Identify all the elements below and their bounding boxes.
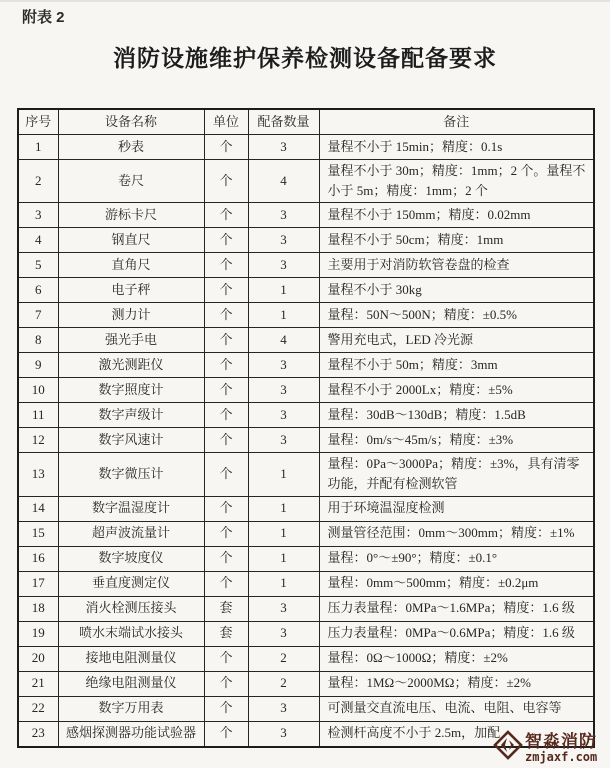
cell-remark: 量程：50N～500N；精度：±0.5% (319, 303, 594, 328)
cell-remark: 量程：0Ω～1000Ω；精度：±2% (319, 646, 594, 671)
cell-unit: 个 (204, 721, 248, 747)
cell-quantity: 3 (248, 721, 319, 747)
watermark-brand: 智淼消防 (525, 731, 597, 751)
cell-unit: 个 (204, 303, 248, 328)
cell-equipment-name: 数字声级计 (58, 403, 204, 428)
cell-unit: 个 (204, 403, 248, 428)
cell-quantity: 3 (248, 696, 319, 721)
cell-quantity: 3 (248, 253, 319, 278)
cell-quantity: 1 (248, 303, 319, 328)
cell-serial-number: 23 (18, 721, 58, 747)
cell-remark: 警用充电式，LED 冷光源 (319, 328, 594, 353)
cell-remark: 用于环境温湿度检测 (319, 496, 594, 521)
header-remarks: 备注 (319, 109, 594, 135)
cell-equipment-name: 消火栓测压接头 (58, 596, 204, 621)
cell-equipment-name: 数字照度计 (58, 378, 204, 403)
cell-unit: 个 (204, 135, 248, 160)
page-title: 消防设施维护保养检测设备配备要求 (113, 46, 497, 71)
cell-remark: 量程：0°～±90°；精度：±0.1° (319, 546, 594, 571)
cell-remark: 量程不小于 2000Lx；精度：±5% (319, 378, 594, 403)
cell-serial-number: 10 (18, 378, 58, 403)
table-row (18, 278, 594, 303)
cell-unit: 个 (204, 278, 248, 303)
table-row (18, 646, 594, 671)
cell-serial-number: 11 (18, 403, 58, 428)
table-row (18, 403, 594, 428)
cell-quantity: 1 (248, 453, 319, 496)
cell-unit: 个 (204, 521, 248, 546)
cell-serial-number: 16 (18, 546, 58, 571)
cell-quantity: 4 (248, 160, 319, 203)
cell-remark: 主要用于对消防软管卷盘的检查 (319, 253, 594, 278)
table-row (18, 160, 594, 203)
cell-serial-number: 20 (18, 646, 58, 671)
cell-quantity: 3 (248, 428, 319, 453)
cell-serial-number: 3 (18, 203, 58, 228)
table-row (18, 453, 594, 496)
cell-serial-number: 14 (18, 496, 58, 521)
cell-remark: 量程不小于 30kg (319, 278, 594, 303)
cell-unit: 个 (204, 378, 248, 403)
cell-equipment-name: 接地电阻测量仪 (58, 646, 204, 671)
header-serial-number: 序号 (18, 109, 58, 135)
cell-remark: 量程不小于 50m；精度：3mm (319, 353, 594, 378)
cell-equipment-name: 游标卡尺 (58, 203, 204, 228)
cell-unit: 个 (204, 253, 248, 278)
cell-serial-number: 5 (18, 253, 58, 278)
cell-quantity: 3 (248, 135, 319, 160)
table-row (18, 696, 594, 721)
cell-equipment-name: 数字风速计 (58, 428, 204, 453)
cell-equipment-name: 绝缘电阻测量仪 (58, 671, 204, 696)
cell-unit: 个 (204, 203, 248, 228)
cell-serial-number: 2 (18, 160, 58, 203)
cell-remark: 检测杆高度不小于 2.5m，加配 (319, 721, 594, 747)
header-unit: 单位 (204, 109, 248, 135)
cell-unit: 个 (204, 571, 248, 596)
equipment-requirements-table (17, 108, 597, 751)
cell-serial-number: 7 (18, 303, 58, 328)
cell-serial-number: 15 (18, 521, 58, 546)
cell-remark: 量程：30dB～130dB；精度：1.5dB (319, 403, 594, 428)
cell-equipment-name: 数字万用表 (58, 696, 204, 721)
table-row (18, 135, 594, 160)
cell-quantity: 1 (248, 278, 319, 303)
appendix-tag: 附表 2 (22, 9, 65, 26)
cell-quantity: 1 (248, 521, 319, 546)
watermark-site: zmjaxf.com (525, 749, 598, 764)
cell-quantity: 3 (248, 228, 319, 253)
cell-serial-number: 18 (18, 596, 58, 621)
cell-unit: 个 (204, 328, 248, 353)
table-row (18, 496, 594, 521)
cell-quantity: 3 (248, 596, 319, 621)
cell-remark: 压力表量程：0MPa～1.6MPa；精度：1.6 级 (319, 596, 594, 621)
cell-serial-number: 4 (18, 228, 58, 253)
cell-serial-number: 6 (18, 278, 58, 303)
cell-equipment-name: 数字温湿度计 (58, 496, 204, 521)
cell-equipment-name: 直角尺 (58, 253, 204, 278)
cell-quantity: 1 (248, 571, 319, 596)
cell-unit: 个 (204, 453, 248, 496)
cell-unit: 个 (204, 353, 248, 378)
table-row (18, 378, 594, 403)
cell-unit: 个 (204, 546, 248, 571)
cell-quantity: 2 (248, 671, 319, 696)
cell-equipment-name: 数字微压计 (58, 453, 204, 496)
cell-remark: 量程：1MΩ～2000MΩ；精度：±2% (319, 671, 594, 696)
cell-quantity: 2 (248, 646, 319, 671)
cell-remark: 量程不小于 50cm；精度：1mm (319, 228, 594, 253)
cell-remark: 量程：0mm～500mm；精度：±0.2μm (319, 571, 594, 596)
table-row (18, 521, 594, 546)
table-row (18, 328, 594, 353)
cell-equipment-name: 喷水末端试水接头 (58, 621, 204, 646)
cell-remark: 可测量交直流电压、电流、电阻、电容等 (319, 696, 594, 721)
cell-equipment-name: 测力计 (58, 303, 204, 328)
cell-quantity: 3 (248, 353, 319, 378)
cell-quantity: 3 (248, 203, 319, 228)
cell-serial-number: 1 (18, 135, 58, 160)
table-row (18, 546, 594, 571)
watermark (492, 729, 597, 766)
header-quantity: 配备数量 (248, 109, 319, 135)
cell-remark: 量程不小于 150mm；精度：0.02mm (319, 203, 594, 228)
header-equipment-name: 设备名称 (58, 109, 204, 135)
table-row (18, 621, 594, 646)
cell-unit: 个 (204, 228, 248, 253)
cell-serial-number: 22 (18, 696, 58, 721)
table-row (18, 228, 594, 253)
cell-unit: 个 (204, 696, 248, 721)
cell-unit: 个 (204, 428, 248, 453)
zmjaxf-logo-icon (492, 729, 524, 766)
cell-unit: 个 (204, 671, 248, 696)
cell-remark: 测量管径范围：0mm～300mm；精度：±1% (319, 521, 594, 546)
cell-serial-number: 17 (18, 571, 58, 596)
cell-equipment-name: 秒表 (58, 135, 204, 160)
cell-equipment-name: 超声波流量计 (58, 521, 204, 546)
table-row (18, 596, 594, 621)
table-row (18, 353, 594, 378)
cell-equipment-name: 激光测距仪 (58, 353, 204, 378)
cell-equipment-name: 数字坡度仪 (58, 546, 204, 571)
table-row (18, 428, 594, 453)
cell-unit: 个 (204, 160, 248, 203)
cell-unit: 套 (204, 596, 248, 621)
cell-equipment-name: 垂直度测定仪 (58, 571, 204, 596)
cell-unit: 个 (204, 496, 248, 521)
cell-serial-number: 9 (18, 353, 58, 378)
cell-unit: 套 (204, 621, 248, 646)
cell-remark: 压力表量程：0MPa～0.6MPa；精度：1.6 级 (319, 621, 594, 646)
table-header-row (18, 109, 594, 135)
table-row (18, 671, 594, 696)
cell-equipment-name: 感烟探测器功能试验器 (58, 721, 204, 747)
cell-serial-number: 12 (18, 428, 58, 453)
cell-remark: 量程不小于 30m；精度：1mm；2 个。量程不小于 5m；精度：1mm；2 个 (319, 160, 594, 203)
cell-remark: 量程：0Pa～3000Pa；精度：±3%，具有清零功能，并配有检测软管 (319, 453, 594, 496)
watermark-text (525, 733, 597, 763)
cell-quantity: 3 (248, 621, 319, 646)
cell-quantity: 3 (248, 378, 319, 403)
table-row (18, 253, 594, 278)
cell-equipment-name: 强光手电 (58, 328, 204, 353)
cell-unit: 个 (204, 646, 248, 671)
cell-serial-number: 21 (18, 671, 58, 696)
cell-equipment-name: 电子秤 (58, 278, 204, 303)
page-top-rule (0, 0, 610, 2)
cell-serial-number: 8 (18, 328, 58, 353)
cell-equipment-name: 钢直尺 (58, 228, 204, 253)
cell-remark: 量程不小于 15min；精度：0.1s (319, 135, 594, 160)
table-row (18, 203, 594, 228)
cell-quantity: 4 (248, 328, 319, 353)
cell-equipment-name: 卷尺 (58, 160, 204, 203)
cell-quantity: 1 (248, 546, 319, 571)
table-row (18, 571, 594, 596)
table-row (18, 303, 594, 328)
cell-quantity: 3 (248, 403, 319, 428)
cell-quantity: 1 (248, 496, 319, 521)
cell-serial-number: 19 (18, 621, 58, 646)
cell-serial-number: 13 (18, 453, 58, 496)
cell-remark: 量程：0m/s～45m/s；精度：±3% (319, 428, 594, 453)
